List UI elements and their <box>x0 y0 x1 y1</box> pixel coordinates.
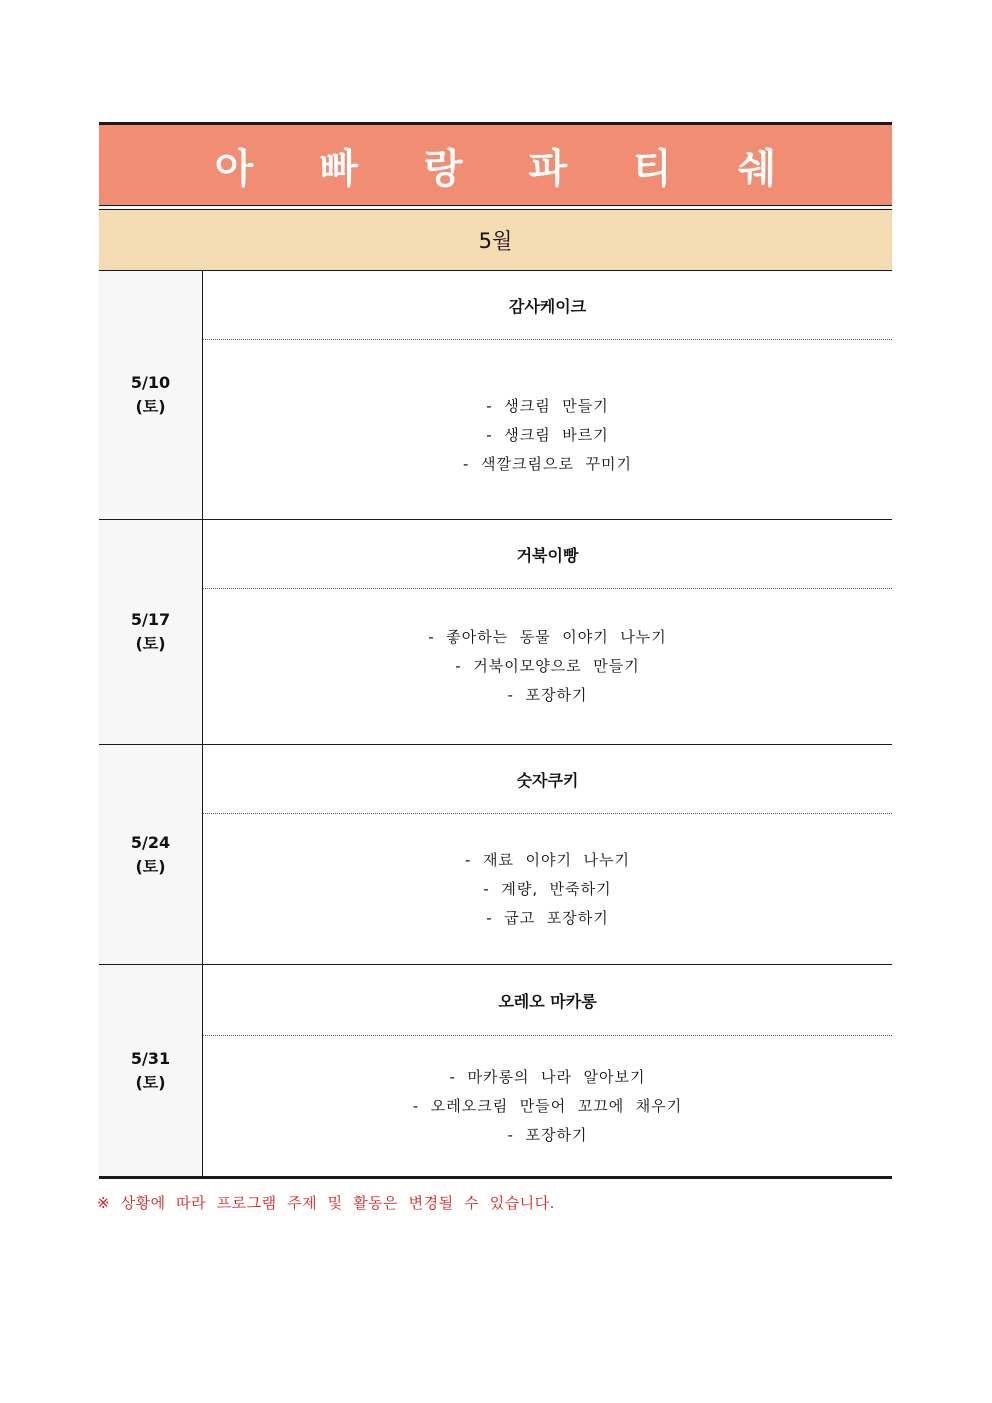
date-cell <box>99 745 203 964</box>
activity-item: - 생크림 바르기 <box>486 426 609 444</box>
session-day: (토) <box>135 634 166 653</box>
session-date: 5/31 <box>130 1048 171 1068</box>
activity-item: - 재료 이야기 나누기 <box>465 850 630 869</box>
session-topic: 오레오 마카롱 <box>203 965 892 1036</box>
activity-list <box>203 1036 892 1176</box>
session-row <box>99 965 892 1179</box>
session-content <box>203 745 892 964</box>
session-content <box>203 965 892 1176</box>
page-title: 아 빠 랑 파 티 쉐 <box>214 145 803 192</box>
footnote: ※ 상황에 따라 프로그램 주제 및 활동은 변경될 수 있습니다. <box>97 1194 555 1212</box>
activity-item: - 생크림 만들기 <box>486 397 609 415</box>
activity-list <box>203 589 892 744</box>
activity-list <box>203 340 892 519</box>
activity-item: - 마카롱의 나라 알아보기 <box>449 1067 646 1086</box>
session-day: (토) <box>135 856 166 876</box>
session-row <box>99 520 892 745</box>
activity-item: - 굽고 포장하기 <box>486 908 609 927</box>
activity-item: - 색깔크림으로 꾸미기 <box>463 455 632 473</box>
title-banner <box>99 122 892 206</box>
activity-item: - 좋아하는 동물 이야기 나누기 <box>428 628 667 646</box>
session-date: 5/24 <box>130 832 171 852</box>
session-content <box>203 520 892 744</box>
session-row <box>99 271 892 520</box>
session-topic: 감사케이크 <box>203 271 892 340</box>
activity-item: - 포장하기 <box>507 1125 588 1144</box>
date-cell <box>99 965 203 1176</box>
session-topic: 거북이빵 <box>203 520 892 589</box>
schedule-table <box>99 122 892 1179</box>
month-header <box>99 209 892 271</box>
date-cell <box>99 271 203 519</box>
activity-item: - 계량, 반죽하기 <box>483 879 612 898</box>
session-date: 5/10 <box>130 373 171 392</box>
session-day: (토) <box>135 1072 166 1092</box>
activity-item: - 포장하기 <box>507 686 588 704</box>
activity-item: - 거북이모양으로 만들기 <box>455 657 640 675</box>
session-content <box>203 271 892 519</box>
activity-item: - 오레오크림 만들어 꼬끄에 채우기 <box>412 1096 683 1115</box>
session-day: (토) <box>135 397 166 416</box>
session-row <box>99 745 892 965</box>
session-topic: 숫자쿠키 <box>203 745 892 814</box>
session-date: 5/17 <box>130 610 171 629</box>
date-cell <box>99 520 203 744</box>
activity-list <box>203 814 892 964</box>
month-label: 5월 <box>478 229 513 253</box>
